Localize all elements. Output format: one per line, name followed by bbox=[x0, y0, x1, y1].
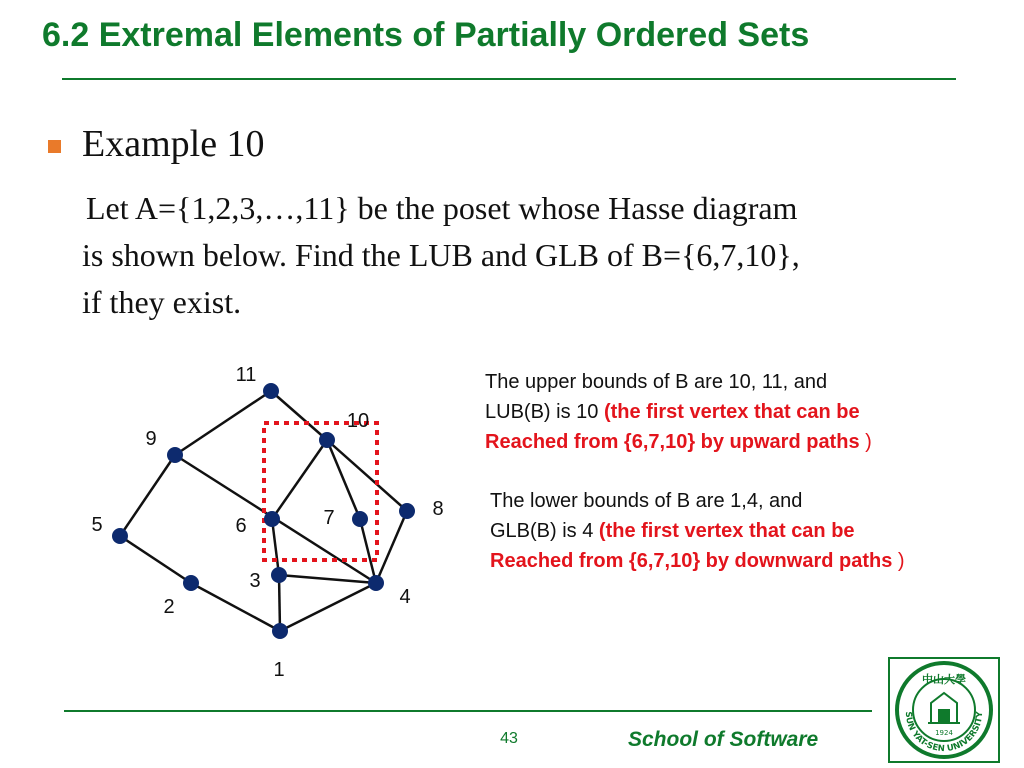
glb-close-paren: ) bbox=[892, 550, 905, 572]
paragraph-line-3: if they exist. bbox=[82, 284, 242, 320]
edge-2-5 bbox=[120, 536, 191, 583]
glb-explanation-2: Reached from {6,7,10} by downward paths bbox=[490, 550, 893, 572]
edge-4-8 bbox=[376, 511, 407, 583]
vertex-label-4: 4 bbox=[399, 586, 411, 608]
paragraph-line-1: Let A={1,2,3,…,11} be the poset whose Hasse diagram bbox=[86, 190, 798, 226]
slide-title: 6.2 Extremal Elements of Partially Ordered Sets bbox=[42, 16, 810, 54]
vertex-11 bbox=[263, 383, 279, 399]
footer-divider bbox=[64, 710, 872, 712]
vertex-9 bbox=[167, 447, 183, 463]
vertex-label-2: 2 bbox=[163, 596, 175, 618]
edge-1-4 bbox=[280, 583, 376, 631]
lub-close-paren: ) bbox=[859, 431, 872, 453]
lower-bounds-line-1: The lower bounds of B are 1,4, and bbox=[490, 490, 803, 512]
lub-explanation-2: Reached from {6,7,10} by upward paths bbox=[485, 431, 860, 453]
edge-3-4 bbox=[279, 575, 376, 583]
edge-5-9 bbox=[120, 455, 175, 536]
vertex-7 bbox=[352, 511, 368, 527]
vertex-6 bbox=[264, 511, 280, 527]
lower-bounds-line-3 bbox=[490, 550, 905, 573]
vertex-4 bbox=[368, 575, 384, 591]
vertex-2 bbox=[183, 575, 199, 591]
vertex-10 bbox=[319, 432, 335, 448]
vertex-label-1: 1 bbox=[273, 659, 285, 681]
edge-3-6 bbox=[272, 519, 279, 575]
lower-bounds-line-2 bbox=[490, 520, 855, 543]
vertex-label-7: 7 bbox=[323, 507, 335, 529]
seal-top-text: 中山大學 bbox=[922, 673, 966, 686]
school-name: School of Software bbox=[628, 728, 819, 751]
upper-bounds-line-2 bbox=[485, 401, 860, 424]
edge-1-2 bbox=[191, 583, 280, 631]
university-seal-icon bbox=[888, 657, 1000, 763]
paragraph-line-2: is shown below. Find the LUB and GLB of B={6,7,10}, bbox=[82, 237, 800, 273]
edge-8-10 bbox=[327, 440, 407, 511]
upper-bounds-line-1: The upper bounds of B are 10, 11, and bbox=[485, 371, 828, 393]
vertex-label-6: 6 bbox=[235, 515, 247, 537]
page-number: 43 bbox=[500, 730, 518, 747]
vertex-label-9: 9 bbox=[145, 428, 157, 450]
glb-explanation-1: (the first vertex that can be bbox=[598, 520, 855, 542]
glb-statement: GLB(B) is 4 bbox=[490, 520, 599, 542]
edge-9-11 bbox=[175, 391, 271, 455]
lub-statement: LUB(B) is 10 bbox=[485, 401, 604, 423]
vertex-label-11: 11 bbox=[235, 364, 257, 386]
edge-1-3 bbox=[279, 575, 280, 631]
edge-6-10 bbox=[272, 440, 327, 519]
vertex-8 bbox=[399, 503, 415, 519]
vertex-label-3: 3 bbox=[249, 570, 261, 592]
vertex-1 bbox=[272, 623, 288, 639]
seal-year: 1924 bbox=[935, 729, 953, 737]
upper-bounds-line-3 bbox=[485, 431, 872, 454]
edge-10-11 bbox=[271, 391, 327, 440]
vertex-5 bbox=[112, 528, 128, 544]
vertex-label-5: 5 bbox=[91, 514, 103, 536]
vertex-label-8: 8 bbox=[432, 498, 444, 520]
seal-ring-text: SUN YAT-SEN UNIVERSITY bbox=[902, 711, 986, 755]
vertex-label-10: 10 bbox=[346, 410, 370, 432]
example-heading: Example 10 bbox=[82, 123, 265, 165]
vertex-3 bbox=[271, 567, 287, 583]
lub-explanation-1: (the first vertex that can be bbox=[603, 401, 860, 423]
